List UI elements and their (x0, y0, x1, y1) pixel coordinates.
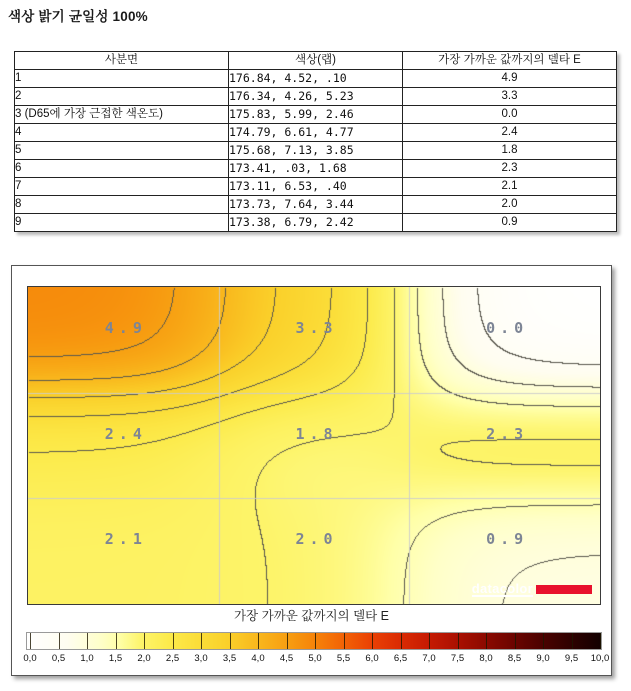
lab-cell: 173.11, 6.53, .40 (229, 178, 403, 196)
colorbar-tick-label: 8,5 (507, 653, 522, 664)
quadrant-cell: 1 (15, 70, 229, 88)
colorbar-tick (287, 633, 288, 649)
colorbar-tick (201, 633, 202, 649)
quadrant-cell: 6 (15, 160, 229, 178)
colorbar-tick (87, 633, 88, 649)
lab-cell: 176.34, 4.26, 5.23 (229, 88, 403, 106)
brand-red-bar (536, 585, 592, 594)
colorbar-tick (344, 633, 345, 649)
colorbar-tick-label: 0,0 (23, 653, 37, 664)
cell-value-label: 2.1 (104, 530, 147, 549)
delta-e-cell: 2.4 (403, 124, 617, 142)
colorbar-tick-label: 4,0 (251, 653, 265, 664)
colorbar-tick (59, 633, 60, 649)
colorbar-tick-label: 10,0 (590, 653, 610, 664)
colorbar-tick-label: 3,0 (194, 653, 208, 664)
colorbar-tick-label: 6,0 (365, 653, 379, 664)
colorbar-tick-label: 2,5 (165, 653, 180, 664)
colorbar-tick (486, 633, 487, 649)
cell-value-label: 3.3 (295, 318, 338, 337)
quadrant-cell: 7 (15, 178, 229, 196)
delta-e-cell: 0.0 (403, 106, 617, 124)
colorbar-tick (116, 633, 117, 649)
lab-cell: 173.38, 6.79, 2.42 (229, 214, 403, 232)
lab-cell: 173.41, .03, 1.68 (229, 160, 403, 178)
colorbar-tick-label: 7,0 (422, 653, 436, 664)
delta-e-cell: 0.9 (403, 214, 617, 232)
cell-value-label: 2.4 (104, 424, 147, 443)
colorbar-tick-label: 7,5 (450, 653, 465, 664)
colorbar-tick-label: 8,0 (479, 653, 493, 664)
colorbar-tick (230, 633, 231, 649)
header-delta-e: 가장 가까운 값까지의 델타 E (403, 52, 617, 70)
delta-e-cell: 4.9 (403, 70, 617, 88)
header-quadrant: 사분면 (15, 52, 229, 70)
cell-value-label: 2.0 (295, 530, 338, 549)
colorbar-gradient (26, 632, 602, 650)
colorbar-tick-label: 9,0 (536, 653, 550, 664)
table-row (15, 178, 617, 196)
colorbar-tick-label: 2,0 (137, 653, 151, 664)
cell-value-label: 1.8 (295, 424, 338, 443)
table-row (15, 70, 617, 88)
cell-value-label: 4.9 (104, 318, 147, 337)
colorbar-tick-label: 5,0 (308, 653, 322, 664)
colorbar-tick-label: 3,5 (222, 653, 237, 664)
colorbar-tick (144, 633, 145, 649)
colorbar-tick (173, 633, 174, 649)
uniformity-table-body (15, 70, 617, 232)
heatmap-area (27, 286, 601, 605)
table-row (15, 124, 617, 142)
table-row (15, 106, 617, 124)
table-row (15, 196, 617, 214)
colorbar-tick-label: 1,5 (108, 653, 123, 664)
colorbar-tick (600, 633, 601, 649)
table-header-row (15, 52, 617, 70)
table-row (15, 142, 617, 160)
cell-value-label: 0.9 (486, 530, 529, 549)
colorbar-tick (30, 633, 31, 649)
quadrant-cell: 3 (D65에 가장 근접한 색온도) (15, 106, 229, 124)
cell-value-label: 2.3 (486, 424, 529, 443)
colorbar (23, 632, 610, 670)
table-row (15, 160, 617, 178)
colorbar-tick (572, 633, 573, 649)
colorbar-tick-label: 1,0 (80, 653, 94, 664)
uniformity-chart-panel (11, 265, 612, 676)
quadrant-cell: 5 (15, 142, 229, 160)
delta-e-cell: 2.0 (403, 196, 617, 214)
colorbar-tick-label: 9,5 (564, 653, 579, 664)
quadrant-cell: 4 (15, 124, 229, 142)
colorbar-tick (515, 633, 516, 649)
colorbar-tick-label: 5,5 (336, 653, 351, 664)
colorbar-tick-label: 0,5 (51, 653, 66, 664)
brand-wordmark: datacolor (471, 581, 533, 596)
quadrant-cell: 2 (15, 88, 229, 106)
table-row (15, 88, 617, 106)
delta-e-cell: 2.1 (403, 178, 617, 196)
header-lab: 색상(랩) (229, 52, 403, 70)
delta-e-cell: 1.8 (403, 142, 617, 160)
delta-e-cell: 2.3 (403, 160, 617, 178)
uniformity-table (14, 51, 617, 232)
colorbar-tick-label: 6,5 (393, 653, 408, 664)
page-title: 색상 밝기 균일성 100% (8, 9, 148, 24)
colorbar-tick (458, 633, 459, 649)
cell-value-label: 0.0 (486, 318, 529, 337)
quadrant-cell: 9 (15, 214, 229, 232)
colorbar-tick (543, 633, 544, 649)
lab-cell: 176.84, 4.52, .10 (229, 70, 403, 88)
brand-logo (472, 583, 592, 597)
quadrant-cell: 8 (15, 196, 229, 214)
colorbar-tick-label: 4,5 (279, 653, 294, 664)
delta-e-cell: 3.3 (403, 88, 617, 106)
lab-cell: 175.68, 7.13, 3.85 (229, 142, 403, 160)
lab-cell: 173.73, 7.64, 3.44 (229, 196, 403, 214)
lab-cell: 175.83, 5.99, 2.46 (229, 106, 403, 124)
lab-cell: 174.79, 6.61, 4.77 (229, 124, 403, 142)
colorbar-tick (429, 633, 430, 649)
colorbar-tick (315, 633, 316, 649)
chart-caption: 가장 가까운 값까지의 델타 E (233, 609, 390, 623)
colorbar-tick (401, 633, 402, 649)
colorbar-tick (258, 633, 259, 649)
colorbar-tick (372, 633, 373, 649)
table-row (15, 214, 617, 232)
